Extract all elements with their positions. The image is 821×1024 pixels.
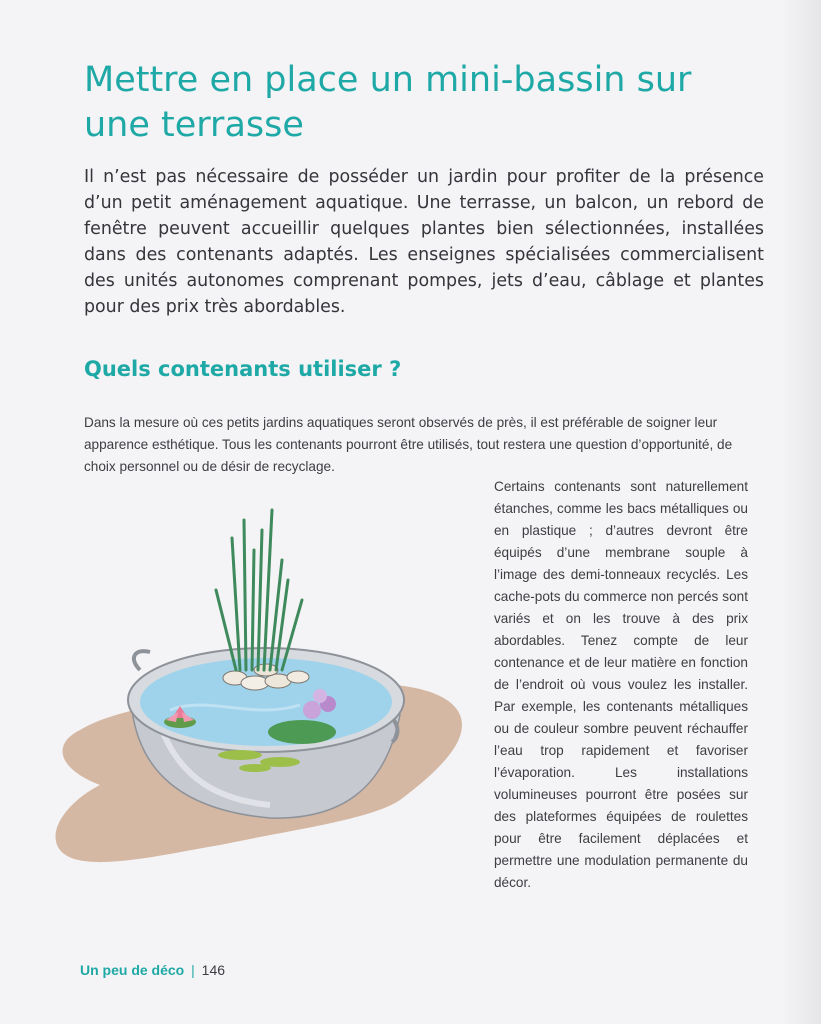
mini-pond-illustration	[40, 500, 490, 900]
footer-separator: |	[191, 962, 195, 978]
page-edge-shadow	[781, 0, 821, 1024]
footer-section-name: Un peu de déco	[80, 962, 185, 978]
section-heading: Quels contenants utiliser ?	[84, 357, 402, 381]
reeds	[216, 510, 302, 670]
page-number: 146	[201, 962, 226, 978]
basin-handle-left	[134, 651, 150, 670]
page-footer	[80, 962, 225, 978]
intro-paragraph: Il n’est pas nécessaire de posséder un jardin pour profiter de la présence d’un petit aménagement aquatique. Une terrasse, un balcon, un rebord de fenêtre peuvent accueillir quelques plantes bien sélectionnées, installées dans des contenants adaptés. Les enseignes spécialisées commercialisent des unités autonomes comprenant pompes, jets d’eau, câblage et plantes pour des prix très abordables.	[84, 167, 764, 317]
page-title: Mettre en place un mini-bassin sur une terrasse	[84, 60, 692, 145]
body-paragraph-2: Certains contenants sont naturellement étanches, comme les bacs métalliques ou en plastique ; d’autres devront être équipés d’une membrane souple à l’image des demi-tonneaux recyclés. Les cache-pots du commerce non percés sont variés et on les trouve à des prix abordables. Tenez compte de leur contenance et de leur matière en fonction de l’endroit où vous voulez les installer. Par exemple, les contenants métalliques ou de couleur sombre peuvent réchauffer l’eau trop rapidement et favoriser l’évaporation. Les installations volumineuses pourront être posées sur des plateformes équipées de roulettes pour être facilement déplacées et permettre une modulation permanente du décor.	[494, 479, 748, 890]
body-paragraph-1: Dans la mesure où ces petits jardins aquatiques seront observés de près, il est préférable de soigner leur apparence esthétique. Tous les contenants pourront être utilisés, tout restera une question d’opportunité, de choix personnel ou de désir de recyclage.	[84, 415, 733, 474]
